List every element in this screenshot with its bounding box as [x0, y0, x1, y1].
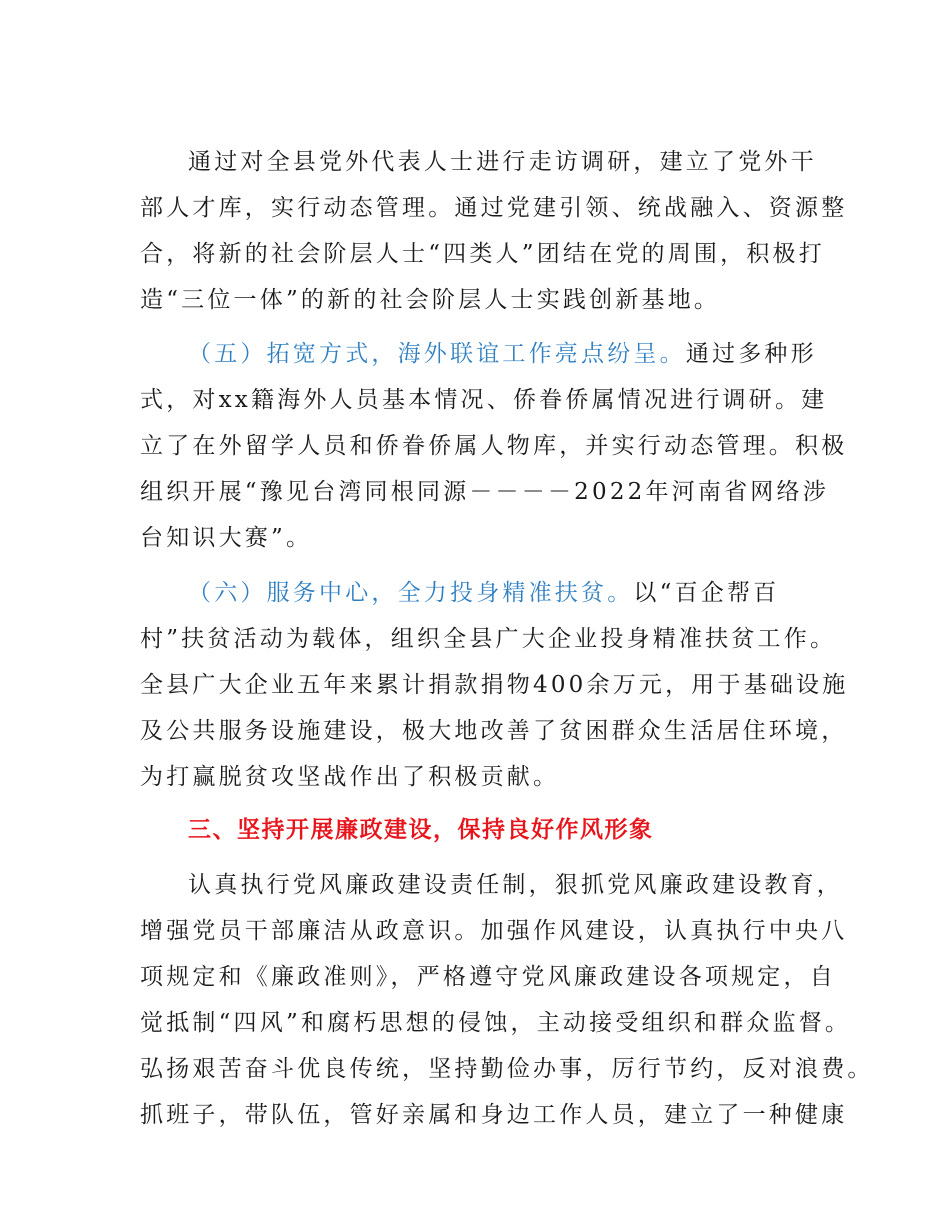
paragraph-line: 台知识大赛”。 [140, 525, 313, 551]
paragraph-line: 全县广大企业五年来累计捐款捐物400余万元，用于基础设施 [140, 672, 849, 698]
paragraph-line: 立了在外留学人员和侨眷侨属人物库，并实行动态管理。积极 [140, 433, 848, 459]
paragraph-line [188, 339, 868, 369]
paragraph-line: 合，将新的社会阶层人士“四类人”团结在党的周围，积极打 [140, 241, 825, 267]
paragraph-line: 认真执行党风廉政建设责任制，狠抓党风廉政建设教育， [188, 872, 843, 898]
paragraph-line: 村”扶贫活动为载体，组织全县广大企业投身精准扶贫工作。 [140, 626, 837, 652]
paragraph-line: 部人才库，实行动态管理。通过党建引领、统战融入、资源整 [140, 195, 848, 221]
paragraph-line: 式，对xx籍海外人员基本情况、侨眷侨属情况进行调研。建 [140, 387, 828, 413]
paragraph-text: 通过多种形 [685, 341, 817, 367]
paragraph-line: 组织开展“豫见台湾同根同源－－－－2022年河南省网络涉 [140, 479, 829, 505]
subheading-six: （六）服务中心，全力投身精准扶贫。 [188, 580, 634, 606]
paragraph-line: 觉抵制“四风”和腐朽思想的侵蚀，主动接受组织和群众监督。 [140, 1010, 852, 1036]
paragraph-line: 弘扬艰苦奋斗优良传统，坚持勤俭办事，厉行节约，反对浪费。 [140, 1056, 874, 1082]
paragraph-line: 增强党员干部廉洁从政意识。加强作风建设，认真执行中央八 [140, 918, 848, 944]
paragraph-text: 以“百企帮百 [633, 580, 780, 606]
paragraph-line: 造“三位一体”的新的社会阶层人士实践创新基地。 [140, 287, 721, 313]
paragraph-line: 项规定和《廉政准则》，严格遵守党风廉政建设各项规定，自 [140, 964, 836, 990]
subheading-five: （五）拓宽方式，海外联谊工作亮点纷呈。 [188, 341, 686, 367]
paragraph-line: 通过对全县党外代表人士进行走访调研，建立了党外干 [188, 149, 817, 175]
paragraph-line: 抓班子，带队伍，管好亲属和身边工作人员，建立了一种健康 [140, 1102, 848, 1128]
section-heading: 三、坚持开展廉政建设，保持良好作风形象 [188, 817, 654, 843]
paragraph-line: 及公共服务设施建设，极大地改善了贫困群众生活居住环境， [140, 718, 848, 744]
paragraph-line: 为打赢脱贫攻坚战作出了积极贡献。 [140, 764, 560, 790]
paragraph-line [188, 578, 868, 608]
